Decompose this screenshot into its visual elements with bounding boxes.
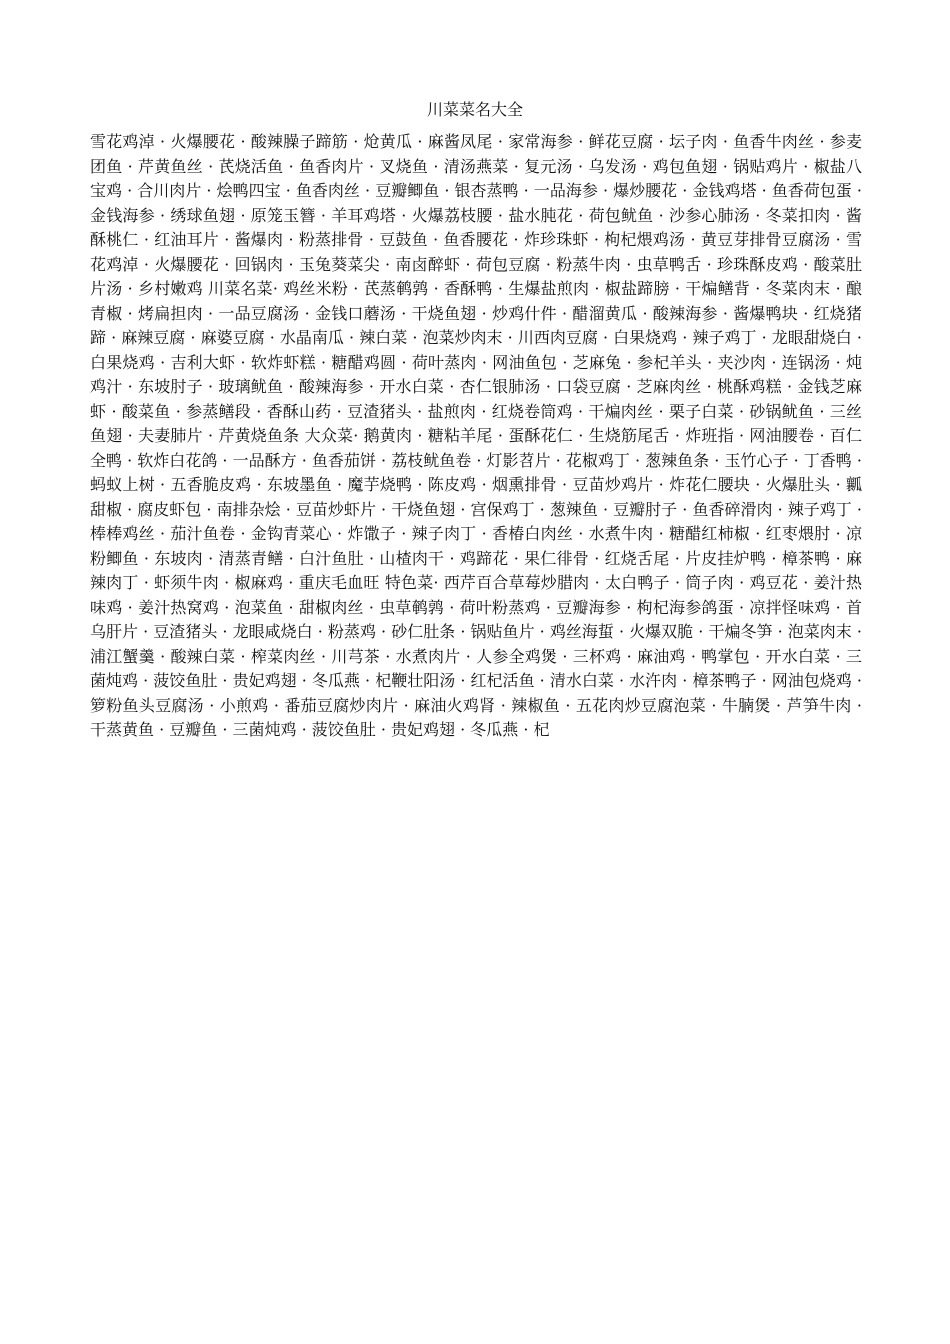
page-title: 川菜菜名大全 — [426, 100, 523, 119]
dish-list-paragraph: 雪花鸡淖 · 火爆腰花 · 酸辣臊子蹄筋 · 炝黄瓜 · 麻酱凤尾 · 家常海参 · 鲜花豆腐 · 坛子肉 · 鱼香牛肉丝 · 参麦团鱼 · 芹黄鱼丝 · 芪烧活鱼 · 鱼香肉片 · 叉烧鱼 · 清汤燕菜 · 复元汤 · 乌发汤 · 鸡包鱼翅 · 锅贴鸡片 · 椒盐八宝鸡 · 合川肉片 · 烩鸭四宝 · 鱼香肉丝 · 豆瓣鲫鱼 · 银杏蒸鸭 · 一品海参 · 爆炒腰花 · 金钱鸡塔 · 鱼香荷包蛋 · 金钱海参 · 绣球鱼翅 · 原笼玉簪 · 羊耳鸡塔 · 火爆荔枝腰 · 盐水肫花 · 荷包鱿鱼 · 沙参心肺汤 · 冬菜扣肉 · 酱酥桃仁 · 红油耳片 · 酱爆肉 · 粉蒸排骨 · 豆鼓鱼 · 鱼香腰花 · 炸珍珠虾 · 枸杞煨鸡汤 · 黄豆芽排骨豆腐汤 · 雪花鸡淖 · 火爆腰花 · 回锅肉 · 玉兔葵菜尖 · 南卤醉虾 · 荷包豆腐 · 粉蒸牛肉 · 虫草鸭舌 · 珍珠酥皮鸡 · 酸菜肚片汤 · 乡村嫩鸡 川菜名菜· 鸡丝米粉 · 芪蒸鹌鹑 · 香酥鸭 · 生爆盐煎肉 · 椒盐蹄膀 · 干煸鳝背 · 冬菜肉末 · 酿青椒 · 烤扁担肉 · 一品豆腐汤 · 金钱口蘑汤 · 干烧鱼翅 · 炒鸡什件 · 醋溜黄瓜 · 酸辣海参 · 酱爆鸭块 · 红烧猪蹄 · 麻辣豆腐 · 麻婆豆腐 · 水晶南瓜 · 辣白菜 · 泡菜炒肉末 · 川西肉豆腐 · 白果烧鸡 · 辣子鸡丁 · 龙眼甜烧白 · 白果烧鸡 · 吉利大虾 · 软炸虾糕 · 糖醋鸡圆 · 荷叶蒸肉 · 网油鱼包 · 芝麻兔 · 参杞羊头 · 夹沙肉 · 连锅汤 · 炖鸡汁 · 东坡肘子 · 玻璃鱿鱼 · 酸辣海参 · 开水白菜 · 杏仁银肺汤 · 口袋豆腐 · 芝麻肉丝 · 桃酥鸡糕 · 金钱芝麻虾 · 酸菜鱼 · 参蒸鳝段 · 香酥山药 · 豆渣猪头 · 盐煎肉 · 红烧卷筒鸡 · 干煸肉丝 · 栗子白菜 · 砂锅鱿鱼 · 三丝鱼翅 · 夫妻肺片 · 芹黄烧鱼条 大众菜· 鹅黄肉 · 糖粘羊尾 · 蛋酥花仁 · 生烧筋尾舌 · 炸班指 · 网油腰卷 · 百仁全鸭 · 软炸白花鸽 · 一品酥方 · 鱼香茄饼 · 荔枝鱿鱼卷 · 灯影苕片 · 花椒鸡丁 · 葱辣鱼条 · 玉竹心子 · 丁香鸭 · 蚂蚁上树 · 五香脆皮鸡 · 东坡墨鱼 · 魔芋烧鸭 · 陈皮鸡 · 烟熏排骨 · 豆苗炒鸡片 · 炸花仁腰块 · 火爆肚头 · 瓤甜椒 · 腐皮虾包 · 南排杂烩 · 豆苗炒虾片 · 干烧鱼翅 · 宫保鸡丁 · 葱辣鱼 · 豆瓣肘子 · 鱼香碎滑肉 · 辣子鸡丁 · 棒棒鸡丝 · 茄汁鱼卷 · 金钩青菜心 · 炸馓子 · 辣子肉丁 · 香椿白肉丝 · 水煮牛肉 · 糖醋红柿椒 · 红枣煨肘 · 凉粉鲫鱼 · 东坡肉 · 清蒸青鳝 · 白汁鱼肚 · 山楂肉干 · 鸡蹄花 · 果仁徘骨 · 红烧舌尾 · 片皮挂炉鸭 · 樟茶鸭 · 麻辣肉丁 · 虾须牛肉 · 椒麻鸡 · 重庆毛血旺 特色菜· 西芹百合草莓炒腊肉 · 太白鸭子 · 筒子肉 · 鸡豆花 · 姜汁热味鸡 · 姜汁热窝鸡 · 泡菜鱼 · 甜椒肉丝 · 虫草鹌鹑 · 荷叶粉蒸鸡 · 豆瓣海参 · 枸杞海参鸽蛋 · 凉拌怪味鸡 · 首乌肝片 · 豆渣猪头 · 龙眼咸烧白 · 粉蒸鸡 · 砂仁肚条 · 锅贴鱼片 · 鸡丝海蜇 · 火爆双脆 · 干煸冬笋 · 泡菜肉末 · 浦江蟹羹 · 酸辣白菜 · 榨菜肉丝 · 川芎茶 · 水煮肉片 · 人参全鸡煲 · 三杯鸡 · 麻油鸡 · 鸭掌包 · 开水白菜 · 三菌炖鸡 · 菠饺鱼肚 · 贵妃鸡翅 · 冬瓜燕 · 杞鞭壮阳汤 · 红杞活鱼 · 清水白菜 · 水汻肉 · 樟茶鸭子 · 网油包烧鸡 · 箩粉鱼头豆腐汤 · 小煎鸡 · 番茄豆腐炒肉片 · 麻油火鸡肾 · 辣椒鱼 · 五花肉炒豆腐泡菜 · 牛腩煲 · 芦笋牛肉 · 干蒸黄鱼 · 豆瓣鱼 · 三菌炖鸡 · 菠饺鱼肚 · 贵妃鸡翅 · 冬瓜燕 · 杞 — [90, 132, 862, 739]
